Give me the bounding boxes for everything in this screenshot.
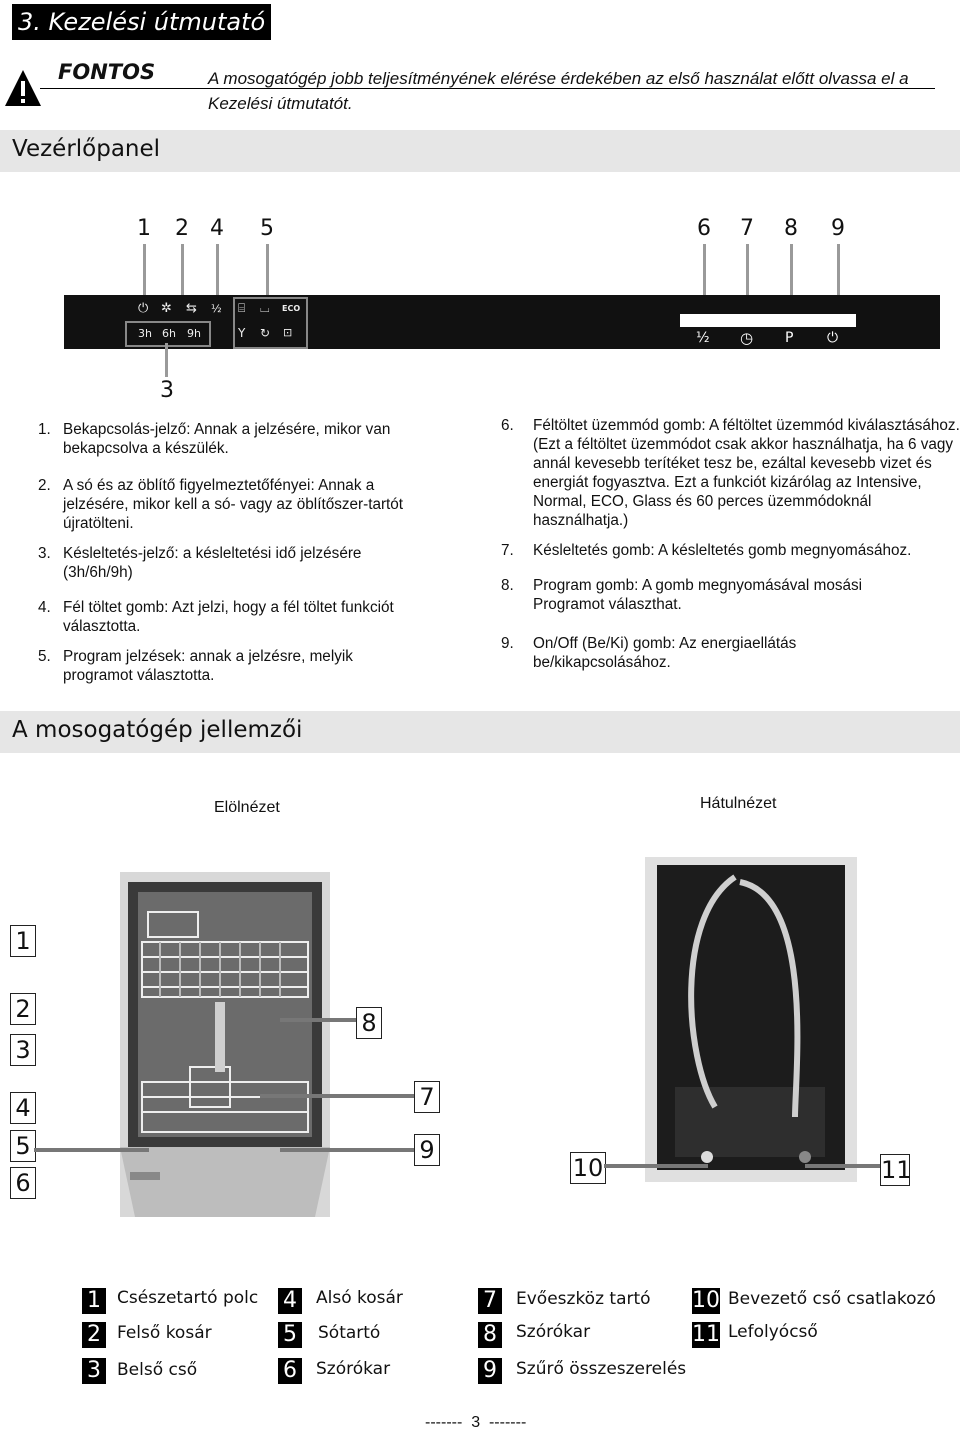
front-label-5: 5: [10, 1130, 36, 1162]
legend-number: 11: [692, 1322, 720, 1347]
pointer-line: [604, 1164, 708, 1168]
pointer-line: [280, 1018, 356, 1022]
callout-8: 8: [784, 216, 798, 241]
intensive-pot-icon: ⌸: [238, 301, 246, 315]
legend-number: 9: [478, 1358, 502, 1384]
normal-pot-icon: ⌴: [260, 301, 270, 315]
list-item: [38, 420, 458, 460]
back-label-10: 10: [570, 1152, 606, 1184]
front-label-7: 7: [414, 1081, 440, 1113]
legend-number: 10: [692, 1288, 720, 1313]
list-number: 7.: [501, 542, 514, 559]
eco-indicator: ECO: [282, 304, 301, 313]
dishwasher-back-image: [645, 857, 857, 1182]
salt-indicator-icon: ✲: [161, 301, 172, 316]
legend-number: 6: [278, 1358, 302, 1384]
callout-9: 9: [831, 216, 845, 241]
legend-text: Szűrő összeszerelés: [516, 1359, 687, 1379]
legend-text: Evőeszköz tartó: [516, 1289, 651, 1309]
callout-2: 2: [175, 216, 189, 241]
pointer-line: [805, 1164, 880, 1168]
60min-icon: ↻: [260, 326, 271, 340]
legend-text: Sótartó: [318, 1323, 381, 1343]
delay-clock-icon[interactable]: ◷: [740, 329, 754, 347]
legend-number: 2: [82, 1322, 106, 1348]
front-label-9: 9: [414, 1134, 440, 1166]
list-number: 6.: [501, 417, 514, 434]
section-title-features: A mosogatógép jellemzői: [12, 717, 303, 743]
list-number: 1.: [38, 421, 51, 438]
back-view-caption: Hátulnézet: [700, 795, 777, 812]
callout-line: [143, 244, 146, 301]
callout-7: 7: [740, 216, 754, 241]
callout-5: 5: [260, 216, 274, 241]
list-item: [501, 576, 960, 616]
front-label-8: 8: [356, 1007, 382, 1039]
list-item: [38, 544, 458, 584]
callout-line: [181, 244, 184, 301]
callout-line: [216, 244, 219, 301]
chapter-title: 3. Kezelési útmutató: [12, 4, 271, 40]
legend-number: 4: [278, 1288, 302, 1314]
pointer-line: [34, 1148, 149, 1152]
dishwasher-front-image: [120, 872, 330, 1217]
legend-text: Belső cső: [117, 1360, 198, 1380]
delay-6h: 6h: [162, 327, 176, 340]
glass-icon: Y: [238, 326, 246, 340]
list-text: On/Off (Be/Ki) gomb: Az energiaellátás be/kikapcsolásához.: [533, 635, 797, 671]
legend-number: 5: [278, 1322, 302, 1348]
list-item: [501, 541, 960, 561]
half-load-indicator: ½: [211, 302, 222, 315]
power-indicator-icon: ⏻: [138, 301, 149, 316]
legend-text: Bevezető cső csatlakozó: [728, 1289, 936, 1309]
list-item: [38, 647, 458, 687]
legend-number: 8: [478, 1322, 502, 1348]
rinse-indicator-icon: ⇆: [186, 301, 197, 316]
section-bar-features: [0, 711, 960, 753]
list-text: Program gomb: A gomb megnyomásával mosási Programot választhat.: [533, 577, 863, 613]
legend-text: Lefolyócső: [728, 1322, 818, 1342]
list-text: Bekapcsolás-jelző: Annak a jelzésére, mikor van bekapcsolva a készülék.: [63, 421, 391, 457]
front-label-6: 6: [10, 1167, 36, 1199]
list-text: Program jelzések: annak a jelzésre, melyik programot választotta.: [63, 648, 353, 684]
list-text: A só és az öblítő figyelmeztetőfényei: Annak a jelzésére, mikor kell a só- vagy az öblítőszer-tartót újratölteni.: [63, 477, 404, 532]
list-text: Fél töltet gomb: Azt jelzi, hogy a fél töltet funkciót választotta.: [63, 599, 394, 635]
list-item: [501, 634, 960, 674]
front-label-1: 1: [10, 925, 36, 957]
callout-6: 6: [697, 216, 711, 241]
important-text: A mosogatógép jobb teljesítményének elérése érdekében az első használat előtt olvassa el a Kezelési útmutatót.: [208, 69, 909, 113]
legend-number: 3: [82, 1358, 106, 1384]
list-item: [38, 598, 458, 638]
front-label-2: 2: [10, 993, 36, 1025]
program-button[interactable]: P: [785, 330, 794, 346]
section-bar-control-panel: [0, 130, 960, 172]
delay-9h: 9h: [187, 327, 201, 340]
front-label-3: 3: [10, 1034, 36, 1066]
callout-4: 4: [210, 216, 224, 241]
legend-number: 7: [478, 1288, 502, 1314]
legend-number: 1: [82, 1288, 106, 1314]
list-number: 3.: [38, 545, 51, 562]
callout-line: [266, 244, 269, 301]
legend-text: Szórókar: [316, 1359, 391, 1379]
list-number: 4.: [38, 599, 51, 616]
list-text: Féltöltet üzemmód gomb: A féltöltet üzemmód kiválasztásához. (Ezt a féltöltet üzemmódot csak akkor használhatja, ha 6 vagy annál kevesebb terítéket tesz be, ezáltal kevesebb vizet és energiát fogyasztva. Ezt a funkciót kizárólag az Intensive, Normal, ECO, Glass és 60 perces üzemmódoknál használhatja.): [533, 417, 960, 529]
rapid-icon: ⊡: [283, 326, 293, 339]
page-number: ------- 3 -------: [425, 1414, 527, 1431]
list-text: Késleltetés gomb: A késleltetés gomb megnyomásához.: [533, 542, 912, 559]
list-number: 9.: [501, 635, 514, 652]
list-item: [501, 416, 960, 532]
power-button-icon[interactable]: ⏻: [827, 330, 839, 346]
front-view-caption: Elölnézet: [214, 799, 280, 816]
important-label: FONTOS: [58, 60, 156, 84]
pointer-line: [280, 1148, 414, 1152]
legend-text: Szórókar: [516, 1322, 591, 1342]
section-title-control-panel: Vezérlőpanel: [12, 136, 161, 162]
legend-text: Alsó kosár: [316, 1288, 403, 1308]
display-strip: [680, 314, 856, 327]
list-item: [38, 476, 458, 536]
legend-text: Felső kosár: [117, 1323, 212, 1343]
pointer-line: [260, 1094, 414, 1098]
delay-3h: 3h: [138, 327, 152, 340]
back-label-11: 11: [881, 1156, 912, 1184]
warning-icon: [4, 68, 42, 108]
list-number: 8.: [501, 577, 514, 594]
half-load-button[interactable]: ½: [696, 330, 710, 346]
list-text: Késleltetés-jelző: a késleltetési idő jelzésére (3h/6h/9h): [63, 545, 362, 581]
callout-1: 1: [137, 216, 151, 241]
callout-3: 3: [160, 378, 174, 403]
list-number: 2.: [38, 477, 51, 494]
front-label-4: 4: [10, 1092, 36, 1124]
callout-line: [165, 343, 168, 377]
list-number: 5.: [38, 648, 51, 665]
legend-text: Csészetartó polc: [117, 1288, 259, 1308]
